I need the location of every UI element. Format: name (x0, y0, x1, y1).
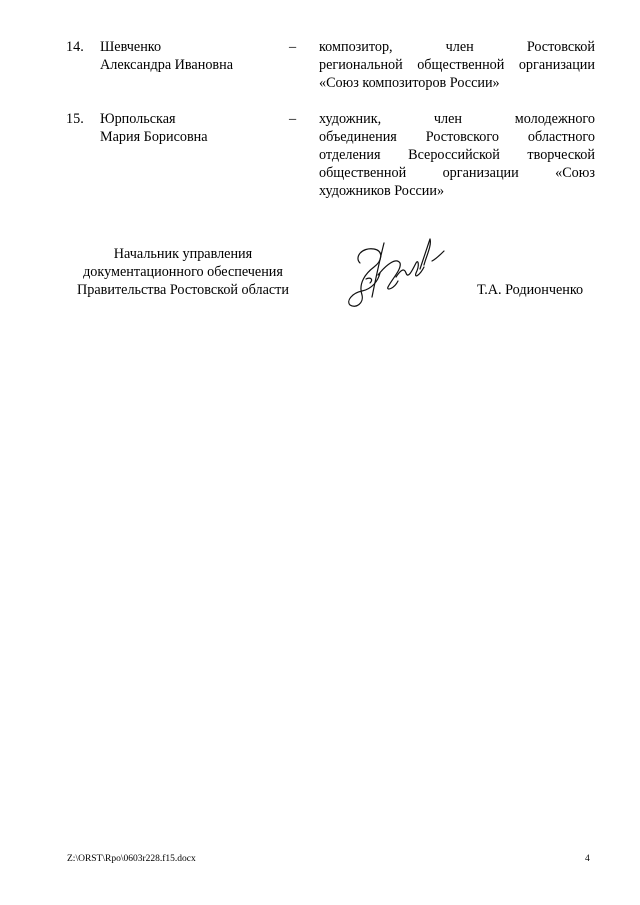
description-line (319, 38, 595, 56)
description-line (319, 164, 595, 182)
entry-description (319, 110, 595, 200)
position-line: Начальник управления (113, 246, 253, 262)
entry-given-names: Александра Ивановна (100, 57, 234, 73)
description-word: организации (518, 57, 595, 73)
description-line (319, 74, 595, 92)
description-word: объединения (319, 129, 397, 145)
description-word: Всероссийской (408, 147, 500, 163)
description-word: организации (442, 165, 519, 181)
position-line: документационного обеспечения (83, 264, 283, 280)
page-number: 4 (585, 854, 590, 864)
description-word: региональной (319, 57, 403, 73)
entry-dash: – (289, 111, 297, 127)
description-word: Ростовской (526, 39, 595, 55)
signature-icon (340, 235, 452, 315)
entry-description (319, 38, 595, 92)
description-line (319, 182, 595, 200)
entry-surname: Шевченко (100, 39, 162, 55)
entry-number: 15. (66, 111, 84, 127)
description-word: областного (527, 129, 595, 145)
signer-position-title (67, 245, 299, 299)
description-line (319, 146, 595, 164)
description-line (319, 128, 595, 146)
description-line (319, 110, 595, 128)
entry-person-name (100, 110, 280, 146)
description-word: творческой (527, 147, 595, 163)
description-word: «Союз (555, 165, 595, 181)
description-line (319, 56, 595, 74)
description-word: молодежного (514, 111, 595, 127)
description-word: художников России» (319, 183, 445, 199)
description-word: отделения (319, 147, 381, 163)
description-word: «Союз композиторов России» (319, 75, 500, 91)
description-word: Ростовского (425, 129, 499, 145)
signature-block (0, 245, 640, 315)
description-word: общественной (319, 165, 407, 181)
entry-given-names: Мария Борисовна (100, 129, 208, 145)
entry-number: 14. (66, 39, 84, 55)
file-path: Z:\ORST\Rpo\0603r228.f15.docx (67, 854, 196, 864)
description-word: член (445, 39, 474, 55)
signer-name: Т.А. Родионченко (477, 282, 584, 298)
description-word: художник, (319, 111, 382, 127)
entry-surname: Юрпольская (100, 111, 176, 127)
description-word: член (433, 111, 463, 127)
entry-person-name (100, 38, 280, 74)
description-word: общественной (417, 57, 505, 73)
entry-dash: – (289, 39, 297, 55)
position-line: Правительства Ростовской области (77, 282, 289, 298)
description-word: композитор, (319, 39, 393, 55)
